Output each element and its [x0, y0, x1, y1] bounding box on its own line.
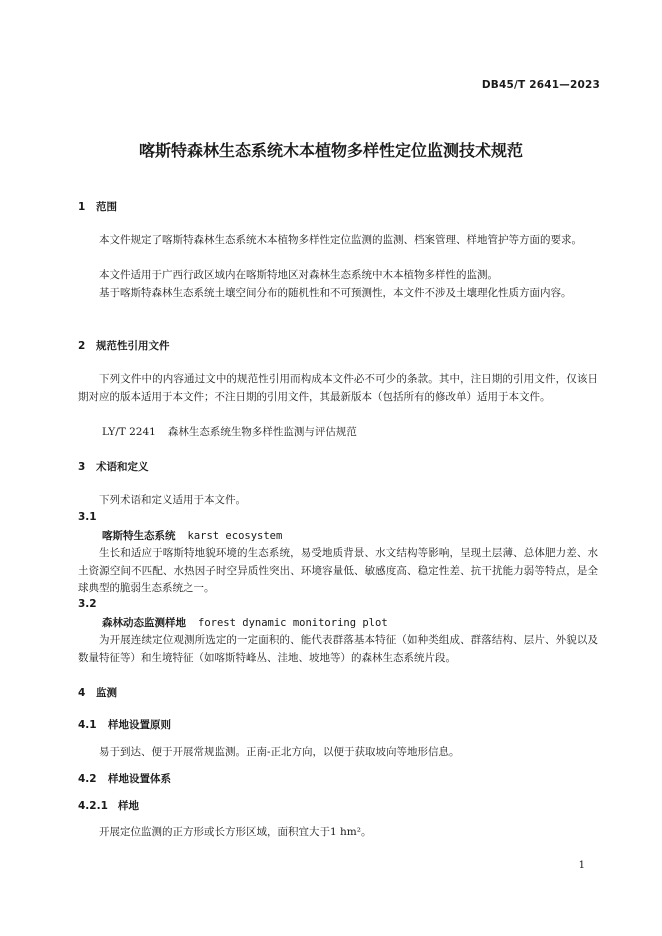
- section-title: 样地设置原则: [108, 719, 171, 731]
- term-3-1: [102, 528, 282, 543]
- term-3-1-definition: 生长和适应于喀斯特地貌环境的生态系统，易受地质背景、水文结构等影响，呈现土层薄、总体肥力差、水土资源空间不匹配、水热因子时空异质性突出、环境容量低、敏感度高、稳定性差、抗干扰能力弱等特点，是全球典型的脆弱生态系统之一。: [78, 547, 598, 594]
- section-3-heading: [78, 459, 149, 474]
- reference-title: 森林生态系统生物多样性监测与评估规范: [167, 426, 357, 438]
- term-chinese: 森林动态监测样地: [102, 617, 186, 629]
- section-title: 样地: [118, 800, 139, 812]
- scope-paragraph-1: 本文件规定了喀斯特森林生态系统木本植物多样性定位监测的监测、档案管理、样地管护等方面的要求。: [99, 234, 582, 246]
- section-4-heading: [78, 685, 117, 700]
- normative-paragraph: 下列文件中的内容通过文中的规范性引用而构成本文件必不可少的条款。其中，注日期的引用文件，仅该日期对应的版本适用于本文件；不注日期的引用文件，其最新版本（包括所有的修改单）适用于本文件。: [78, 373, 598, 403]
- document-title: 喀斯特森林生态系统木本植物多样性定位监测技术规范: [138, 141, 523, 160]
- section-title: 术语和定义: [96, 461, 149, 473]
- terms-intro: 下列术语和定义适用于本文件。: [99, 494, 246, 506]
- term-3-2: [102, 615, 388, 630]
- section-number: 4: [78, 687, 86, 699]
- reference-code: LY/T 2241: [102, 426, 156, 438]
- term-3-2-number: 3.2: [78, 598, 97, 610]
- section-number: 1: [78, 201, 86, 213]
- scope-paragraph-2: 本文件适用于广西行政区域内在喀斯特地区对森林生态系统中木本植物多样性的监测。: [99, 269, 498, 281]
- section-title: 监测: [96, 687, 117, 699]
- normative-reference: [102, 424, 357, 439]
- section-number: 4.2: [78, 773, 97, 785]
- section-number: 3: [78, 461, 86, 473]
- standard-code: DB45/T 2641—2023: [481, 79, 600, 91]
- section-4-1-paragraph: 易于到达、便于开展常规监测。正南-正北方向，以便于获取坡向等地形信息。: [99, 746, 460, 758]
- section-4-2-1-paragraph: 开展定位监测的正方形或长方形区域，面积宜大于1 hm²。: [99, 826, 372, 838]
- section-4-2-1-heading: [78, 798, 139, 813]
- page-number: 1: [578, 860, 585, 871]
- term-3-1-number: 3.1: [78, 511, 97, 523]
- section-4-1-heading: [78, 717, 171, 732]
- section-1-heading: [78, 199, 117, 214]
- section-number: 2: [78, 340, 86, 352]
- section-title: 规范性引用文件: [96, 340, 170, 352]
- section-title: 样地设置体系: [108, 773, 171, 785]
- section-4-2-heading: [78, 771, 171, 786]
- section-title: 范围: [96, 201, 117, 213]
- term-english: forest dynamic monitoring plot: [198, 617, 388, 629]
- scope-paragraph-3: 基于喀斯特森林生态系统土壤空间分布的随机性和不可预测性，本文件不涉及土壤理化性质方面内容。: [99, 287, 572, 299]
- section-number: 4.2.1: [78, 800, 108, 812]
- term-3-2-definition: 为开展连续定位观测所选定的一定面积的、能代表群落基本特征（如种类组成、群落结构、层片、外貌以及数量特征等）和生境特征（如喀斯特峰丛、洼地、坡地等）的森林生态系统片段。: [78, 634, 598, 664]
- section-number: 4.1: [78, 719, 97, 731]
- section-2-heading: [78, 338, 170, 353]
- term-chinese: 喀斯特生态系统: [102, 530, 176, 542]
- term-english: karst ecosystem: [187, 530, 283, 542]
